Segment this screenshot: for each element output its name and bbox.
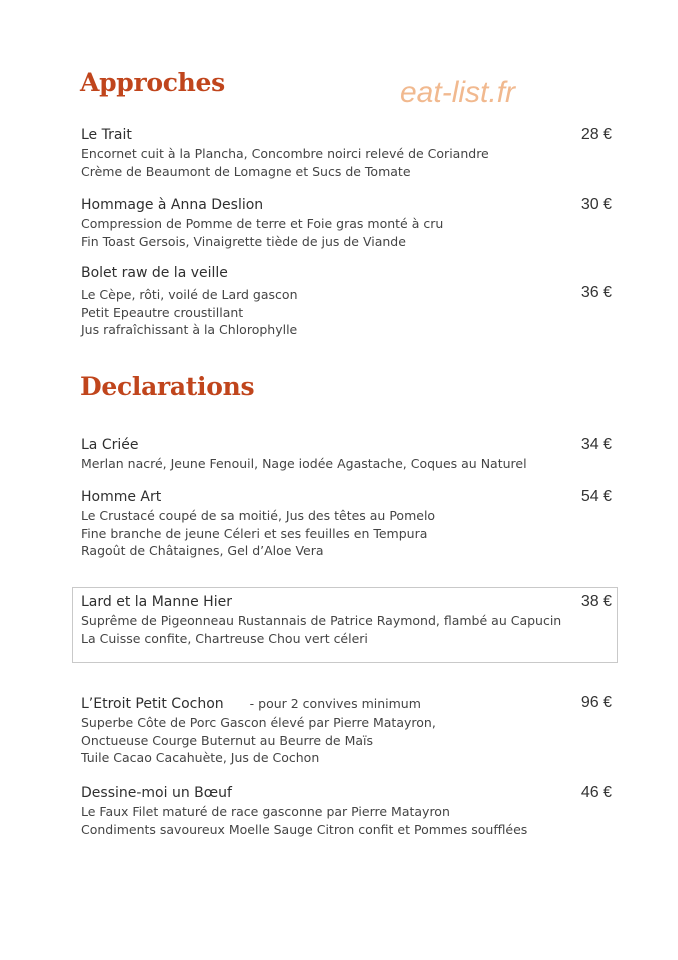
item-price: 46 €	[580, 784, 612, 801]
menu-item	[81, 593, 616, 647]
item-desc-line: Crème de Beaumont de Lomagne et Sucs de Tomate	[81, 163, 411, 179]
item-name: Le Trait	[81, 127, 132, 143]
item-price: 96 €	[580, 694, 612, 711]
menu-item	[81, 126, 616, 180]
item-price: 38 €	[580, 593, 612, 610]
section-title-approches: Approches	[80, 68, 225, 97]
menu-item	[81, 264, 616, 339]
item-desc-line: Encornet cuit à la Plancha, Concombre noirci relevé de Coriandre	[81, 146, 489, 161]
item-price: 28 €	[580, 126, 612, 143]
item-name: Hommage à Anna Deslion	[81, 197, 264, 213]
item-name: Homme Art	[81, 489, 162, 505]
item-price: 30 €	[580, 196, 612, 213]
menu-item	[81, 488, 616, 560]
watermark-text: eat-list.fr	[400, 76, 516, 109]
item-name: Dessine-moi un Bœuf	[81, 785, 232, 801]
section-title-declarations: Declarations	[80, 372, 255, 401]
item-desc-line: Merlan nacré, Jeune Fenouil, Nage iodée Agastache, Coques au Naturel	[81, 456, 527, 471]
item-desc-line: Le Crustacé coupé de sa moitié, Jus des têtes au Pomelo	[81, 508, 436, 523]
item-desc-line: Onctueuse Courge Buternut au Beurre de Maïs	[81, 732, 374, 748]
menu-item	[81, 196, 616, 250]
item-desc-line: Le Faux Filet maturé de race gasconne par Pierre Matayron	[81, 804, 450, 819]
item-name	[81, 694, 616, 714]
item-name-text: L’Etroit Petit Cochon	[81, 696, 224, 712]
item-name: Lard et la Manne Hier	[81, 594, 232, 610]
item-price: 36 €	[580, 284, 612, 301]
menu-item	[81, 784, 616, 838]
item-desc-line: Le Cèpe, rôti, voilé de Lard gascon	[81, 287, 298, 302]
item-price: 34 €	[580, 436, 612, 453]
item-desc-line: Petit Epeautre croustillant	[81, 304, 244, 320]
item-desc-line: Condiments savoureux Moelle Sauge Citron confit et Pommes soufflées	[81, 821, 528, 837]
item-note: - pour 2 convives minimum	[249, 696, 421, 711]
item-desc-line: Fine branche de jeune Céleri et ses feuilles en Tempura	[81, 525, 428, 541]
item-price: 54 €	[580, 488, 612, 505]
item-desc-line: La Cuisse confite, Chartreuse Chou vert céleri	[81, 630, 368, 646]
item-desc-line: Fin Toast Gersois, Vinaigrette tiède de jus de Viande	[81, 233, 406, 249]
item-desc-line: Jus rafraîchissant à la Chlorophylle	[81, 322, 298, 337]
item-name: La Criée	[81, 437, 139, 453]
menu-item	[81, 436, 616, 473]
item-desc-line: Compression de Pomme de terre et Foie gras monté à cru	[81, 216, 444, 231]
item-desc-line: Suprême de Pigeonneau Rustannais de Patrice Raymond, flambé au Capucin	[81, 613, 562, 628]
item-name: Bolet raw de la veille	[81, 265, 228, 281]
item-desc-line: Superbe Côte de Porc Gascon élevé par Pierre Matayron,	[81, 715, 436, 730]
item-desc-line: Tuile Cacao Cacahuète, Jus de Cochon	[81, 750, 320, 765]
item-desc-line: Ragoût de Châtaignes, Gel d’Aloe Vera	[81, 543, 324, 558]
menu-item	[81, 694, 616, 767]
